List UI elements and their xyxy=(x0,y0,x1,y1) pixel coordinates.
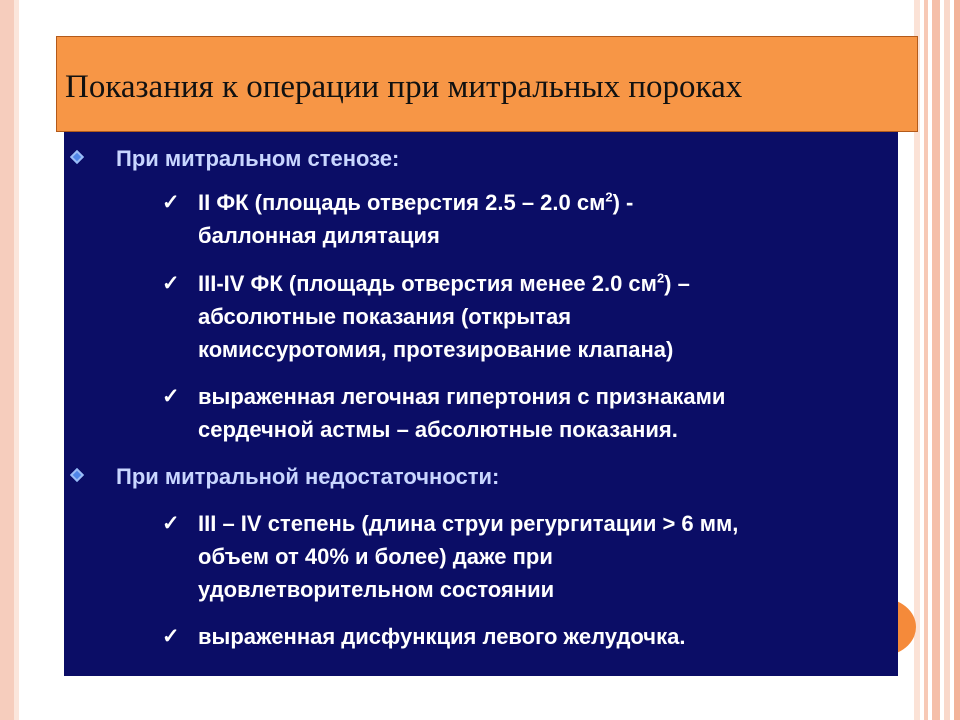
item-line: удовлетворительном состоянии xyxy=(198,577,555,602)
item-line: III – IV степень (длина струи регургитации > 6 мм, xyxy=(198,511,739,536)
section-label: При митральном стенозе: xyxy=(116,146,400,171)
left-decorative-border xyxy=(0,0,14,720)
checkmark-icon: ✓ xyxy=(162,191,180,214)
item-line: комиссуротомия, протезирование клапана) xyxy=(198,337,674,362)
item-line: III-IV ФК (площадь отверстия менее 2.0 $см^2$) – xyxy=(198,270,690,296)
item-line: II ФК (площадь отверстия 2.5 – 2.0 $см^2$) - xyxy=(198,189,634,215)
item-line: объем от 40% и более) даже при xyxy=(198,544,553,569)
title-banner xyxy=(56,36,918,132)
checkmark-icon: ✓ xyxy=(162,625,180,648)
item-line: выраженная дисфункция левого желудочка. xyxy=(198,624,686,649)
checkmark-icon: ✓ xyxy=(162,272,180,295)
item-line: абсолютные показания (открытая xyxy=(198,304,572,329)
right-decorative-stripes xyxy=(914,0,960,720)
item-line: сердечной астмы – абсолютные показания. xyxy=(198,417,678,442)
item-line: выраженная легочная гипертония с признаками xyxy=(198,384,726,409)
item-line: баллонная дилятация xyxy=(198,223,440,248)
slide-title: Показания к операции при митральных пороках xyxy=(65,69,743,105)
section-label: При митральной недостаточности: xyxy=(116,464,500,489)
checkmark-icon: ✓ xyxy=(162,385,180,408)
checkmark-icon: ✓ xyxy=(162,512,180,535)
